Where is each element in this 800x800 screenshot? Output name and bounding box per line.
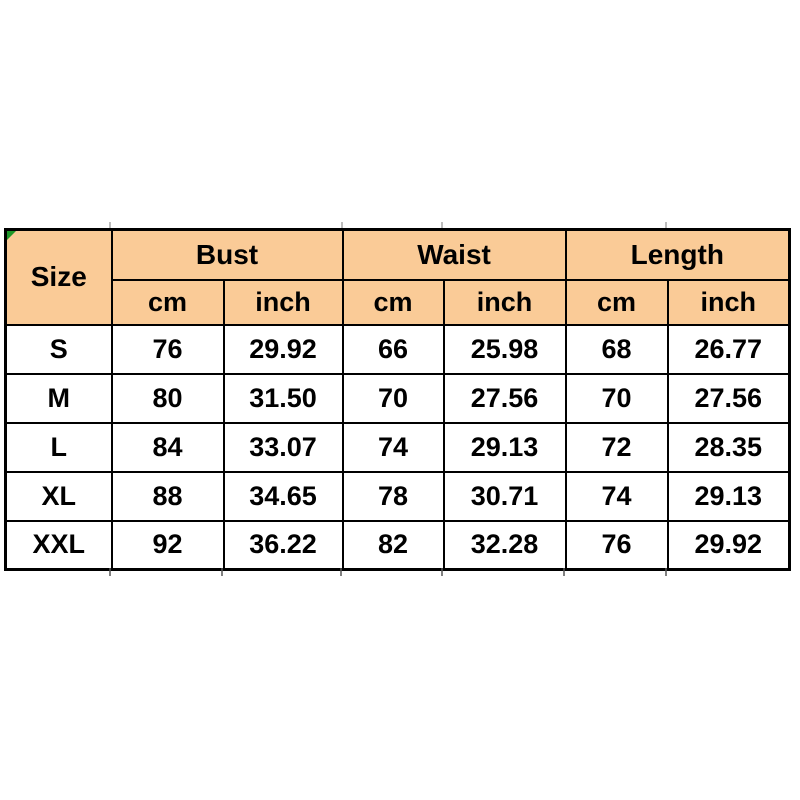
header-bust-inch: inch	[224, 280, 343, 325]
cell-s-waist-inch: 25.98	[444, 325, 566, 374]
cell-xxl-waist-cm: 82	[343, 521, 444, 570]
table-row-xl	[6, 472, 790, 521]
grid-stub	[109, 222, 111, 228]
row-label-m: M	[6, 374, 112, 423]
cell-m-length-inch: 27.56	[668, 374, 790, 423]
header-waist-cm: cm	[343, 280, 444, 325]
row-label-s: S	[6, 325, 112, 374]
cell-xl-waist-inch: 30.71	[444, 472, 566, 521]
cell-l-waist-inch: 29.13	[444, 423, 566, 472]
size-chart-table	[4, 228, 791, 571]
cell-l-waist-cm: 74	[343, 423, 444, 472]
cell-xxl-length-cm: 76	[566, 521, 668, 570]
cell-xl-bust-cm: 88	[112, 472, 224, 521]
cell-l-length-inch: 28.35	[668, 423, 790, 472]
header-waist-cell: Waist	[343, 230, 566, 280]
header-unit-row	[6, 280, 790, 325]
header-waist-inch: inch	[444, 280, 566, 325]
cell-l-bust-inch: 33.07	[224, 423, 343, 472]
cell-l-bust-cm: 84	[112, 423, 224, 472]
cell-m-length-cm: 70	[566, 374, 668, 423]
table-row-s	[6, 325, 790, 374]
grid-stub	[665, 568, 667, 576]
header-bust-cell: Bust	[112, 230, 343, 280]
row-label-xxl: XXL	[6, 521, 112, 570]
header-length-cm: cm	[566, 280, 668, 325]
header-length-cell: Length	[566, 230, 790, 280]
cell-xl-length-cm: 74	[566, 472, 668, 521]
grid-stub	[563, 568, 565, 576]
cell-m-waist-inch: 27.56	[444, 374, 566, 423]
cell-xl-bust-inch: 34.65	[224, 472, 343, 521]
header-size-cell	[6, 230, 112, 325]
cell-s-length-cm: 68	[566, 325, 668, 374]
cell-s-bust-cm: 76	[112, 325, 224, 374]
grid-stub	[109, 568, 111, 576]
grid-stub	[340, 568, 342, 576]
grid-stub	[341, 222, 343, 228]
cell-m-bust-cm: 80	[112, 374, 224, 423]
cell-s-length-inch: 26.77	[668, 325, 790, 374]
cell-s-waist-cm: 66	[343, 325, 444, 374]
header-size-label: Size	[30, 261, 87, 293]
cell-s-bust-inch: 29.92	[224, 325, 343, 374]
grid-stub	[441, 568, 443, 576]
header-length-inch: inch	[668, 280, 790, 325]
row-label-l: L	[6, 423, 112, 472]
cell-xxl-bust-inch: 36.22	[224, 521, 343, 570]
row-label-xl: XL	[6, 472, 112, 521]
header-bust-cm: cm	[112, 280, 224, 325]
grid-stub	[441, 222, 443, 228]
header-group-row	[6, 230, 790, 280]
spreadsheet-corner-marker-icon	[7, 231, 16, 240]
cell-xl-waist-cm: 78	[343, 472, 444, 521]
table-row-m	[6, 374, 790, 423]
cell-xl-length-inch: 29.13	[668, 472, 790, 521]
table-row-l	[6, 423, 790, 472]
cell-m-waist-cm: 70	[343, 374, 444, 423]
grid-stub	[665, 222, 667, 228]
cell-xxl-length-inch: 29.92	[668, 521, 790, 570]
cell-m-bust-inch: 31.50	[224, 374, 343, 423]
cell-xxl-bust-cm: 92	[112, 521, 224, 570]
cell-l-length-cm: 72	[566, 423, 668, 472]
cell-xxl-waist-inch: 32.28	[444, 521, 566, 570]
table-row-xxl	[6, 521, 790, 570]
grid-stub	[221, 568, 223, 576]
